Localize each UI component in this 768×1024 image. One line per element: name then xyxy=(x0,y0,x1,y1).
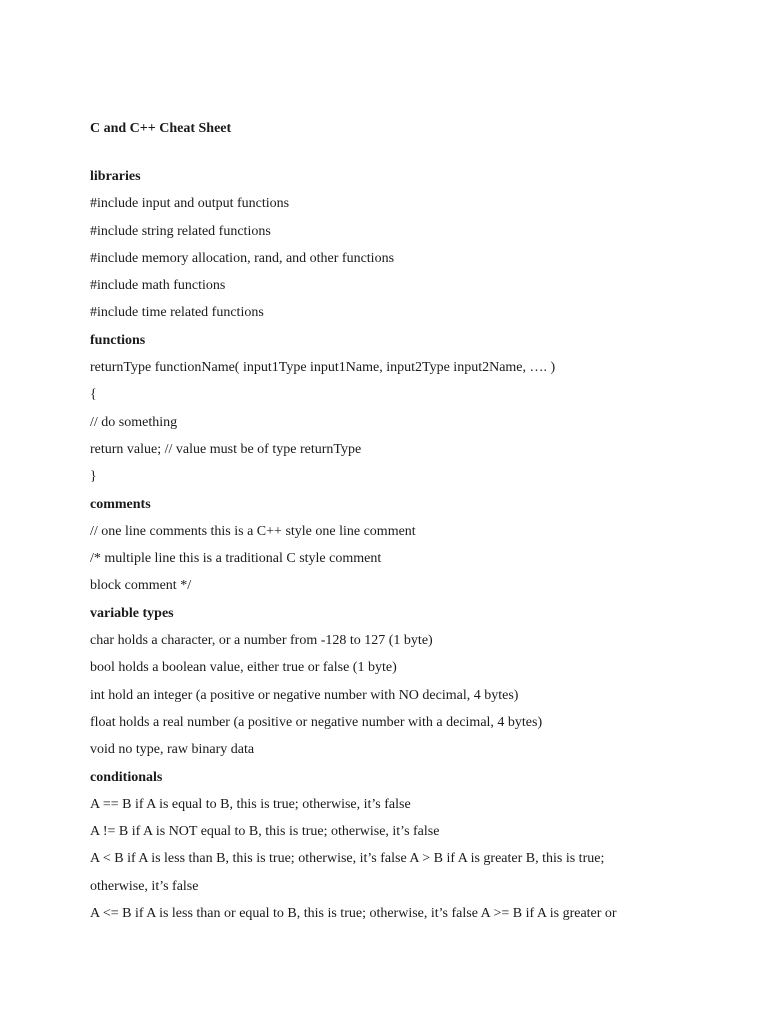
function-line: { xyxy=(90,387,97,403)
document-title: C and C++ Cheat Sheet xyxy=(90,121,232,136)
comment-line: block comment */ xyxy=(90,578,192,594)
section-heading-variable-types: variable types xyxy=(90,605,174,621)
document-page xyxy=(90,118,690,927)
variable-type-line: bool holds a boolean value, either true or false (1 byte) xyxy=(90,660,397,676)
conditional-line: A == B if A is equal to B, this is true; otherwise, it’s false xyxy=(90,796,411,812)
library-line: #include time related functions xyxy=(90,305,264,321)
library-line: #include string related functions xyxy=(90,223,271,239)
variable-type-line: int hold an integer (a positive or negative number with NO decimal, 4 bytes) xyxy=(90,687,519,703)
section-comments xyxy=(90,491,690,600)
conditional-line: A <= B if A is less than or equal to B, this is true; otherwise, it’s false A >= B if A is greater or xyxy=(90,906,617,922)
section-conditionals xyxy=(90,764,690,928)
function-line: } xyxy=(90,469,97,485)
section-heading-libraries: libraries xyxy=(90,169,141,184)
variable-type-line: float holds a real number (a positive or negative number with a decimal, 4 bytes) xyxy=(90,714,543,730)
section-functions xyxy=(90,327,690,491)
comment-line: // one line comments this is a C++ style one line comment xyxy=(90,523,416,539)
section-variable-types xyxy=(90,600,690,764)
section-heading-comments: comments xyxy=(90,496,151,512)
function-line: // do something xyxy=(90,414,178,430)
library-line: #include math functions xyxy=(90,278,226,294)
conditional-line: A != B if A is NOT equal to B, this is true; otherwise, it’s false xyxy=(90,824,440,840)
conditional-line: A < B if A is less than B, this is true; otherwise, it’s false A > B if A is greater B, this is true; xyxy=(90,851,605,867)
section-heading-functions: functions xyxy=(90,332,146,348)
variable-type-line: void no type, raw binary data xyxy=(90,742,255,758)
function-line: return value; // value must be of type returnType xyxy=(90,441,362,457)
section-heading-conditionals: conditionals xyxy=(90,769,163,785)
section-libraries xyxy=(90,163,690,327)
conditional-line: otherwise, it’s false xyxy=(90,878,199,894)
function-line: returnType functionName( input1Type input1Name, input2Type input2Name, …. ) xyxy=(90,360,556,376)
library-line: #include input and output functions xyxy=(90,196,290,212)
library-line: #include memory allocation, rand, and other functions xyxy=(90,250,395,266)
variable-type-line: char holds a character, or a number from -128 to 127 (1 byte) xyxy=(90,633,433,649)
comment-line: /* multiple line this is a traditional C style comment xyxy=(90,551,382,567)
